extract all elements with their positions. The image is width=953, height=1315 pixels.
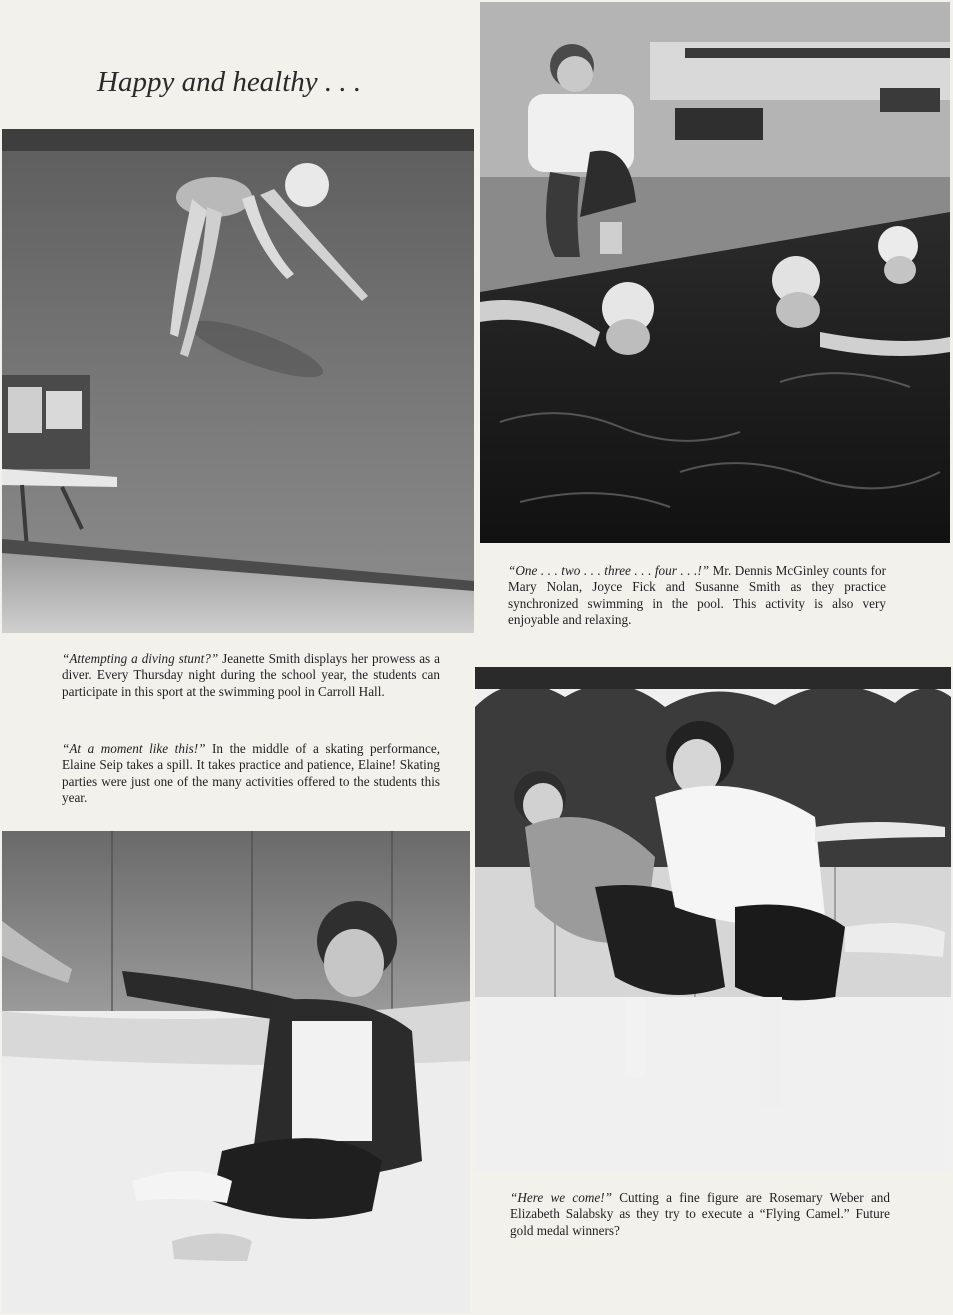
diver-caption-lead: “Attempting a diving stunt?” — [62, 651, 219, 666]
pool-caption — [508, 563, 886, 629]
skaters-caption — [510, 1190, 890, 1239]
skaters-photo — [475, 667, 951, 1172]
skaters-caption-body: Cutting a fine figure are Rosemary Weber and Elizabeth Salabsky as they try to execute a “Flying Camel.” Future gold medal winners? — [510, 1190, 890, 1238]
pool-photo — [480, 2, 950, 543]
skating-spill-photo — [2, 831, 470, 1313]
skaters-photo-art — [475, 667, 951, 1172]
diver-caption-body: Jeanette Smith displays her prowess as a diver. Every Thursday night during the school year, the students can participate in this sport at the swimming pool in Carroll Hall. — [62, 651, 440, 699]
spill-caption-lead: “At a moment like this!” — [62, 741, 206, 756]
pool-photo-art — [480, 2, 950, 543]
diver-photo — [2, 129, 474, 633]
diver-caption — [62, 651, 440, 700]
diver-photo-art — [2, 129, 474, 633]
pool-caption-body: Mr. Dennis McGinley counts for Mary Nolan, Joyce Fick and Susanne Smith as they practice synchronized swimming in the pool. This activity is also very enjoyable and relaxing. — [508, 563, 886, 628]
pool-caption-lead: “One . . . two . . . three . . . four . . .!” — [508, 563, 710, 578]
skating-spill-photo-art — [2, 831, 470, 1313]
skaters-caption-lead: “Here we come!” — [510, 1190, 612, 1205]
spill-caption — [62, 741, 440, 807]
spill-caption-body: In the middle of a skating performance, Elaine Seip takes a spill. It takes practice and patience, Elaine! Skating parties were just one of the many activities offered to the students this year. — [62, 741, 440, 806]
page-heading: Happy and healthy . . . — [97, 66, 362, 98]
